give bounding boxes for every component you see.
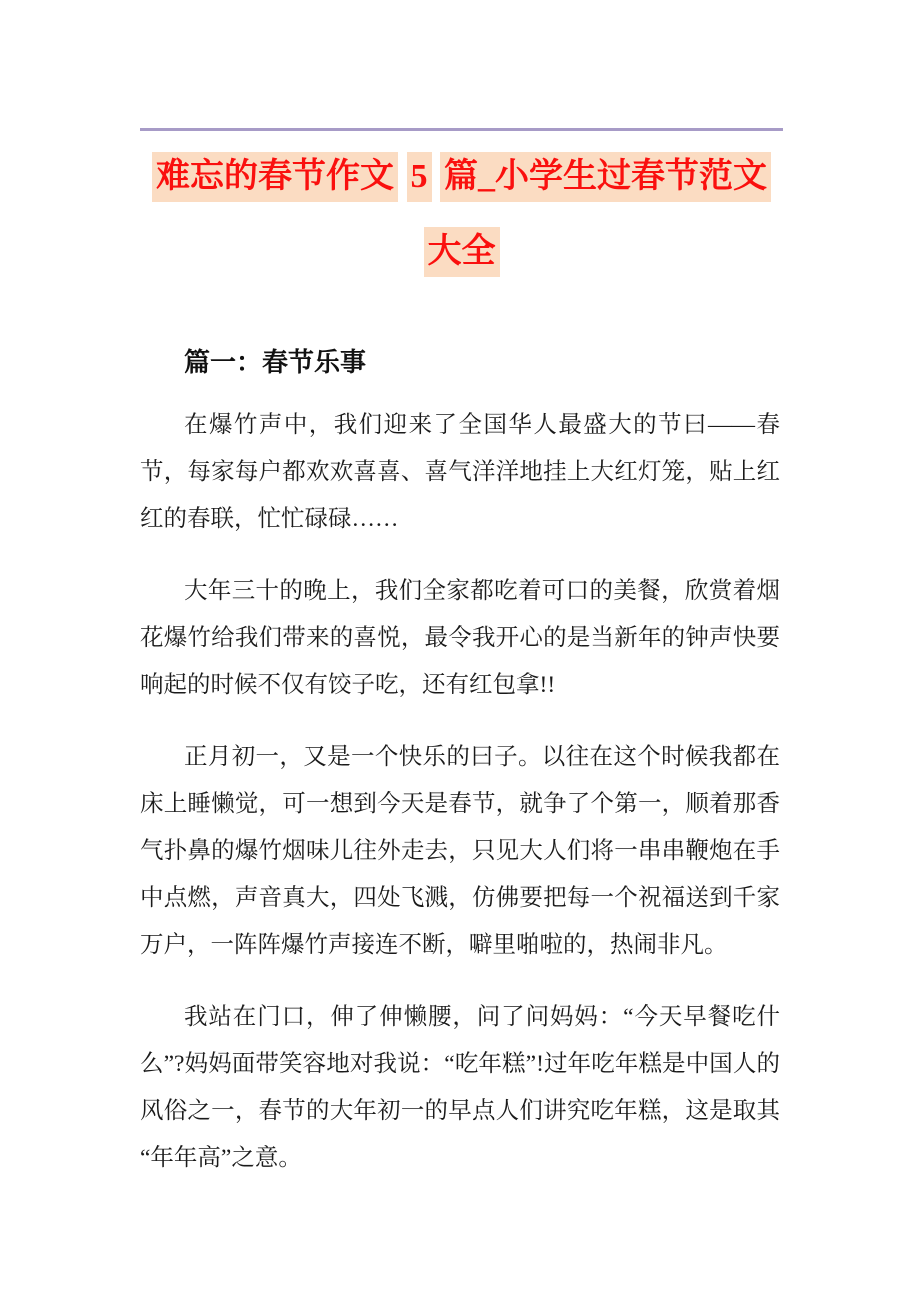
title-line-1 [140,152,783,202]
title-line-2 [140,227,783,277]
paragraph-1: 在爆竹声中，我们迎来了全国华人最盛大的节曰——春节，每家每户都欢欢喜喜、喜气洋洋地挂上大红灯笼，贴上红红的春联，忙忙碌碌…… [140,412,780,532]
paragraph-3: 正月初一，又是一个快乐的曰子。以往在这个时候我都在床上睡懒觉，可一想到今天是春节，就争了个第一，顺着那香气扑鼻的爆竹烟味儿往外走去，只见大人们将一串串鞭炮在手中点燃，声音真大，四处飞溅，仿佛要把每一个祝福送到千家万户，一阵阵爆竹声接连不断，噼里啪啦的，热闹非凡。 [140,744,780,958]
section-heading: 篇一：春节乐事 [184,347,367,377]
title-highlight-segment: 难忘的春节作文 [152,152,398,202]
horizontal-rule [140,128,783,131]
title-highlight-number: 5 [407,152,432,202]
document-title [140,152,783,277]
title-highlight-segment: 篇_小学生过春节范文 [440,152,771,202]
paragraph-2: 大年三十的晚上，我们全家都吃着可口的美餐，欣赏着烟花爆竹给我们带来的喜悦，最令我开心的是当新年的钟声快要响起的时候不仅有饺子吃，还有红包拿!! [140,578,780,698]
title-highlight-segment: 大全 [424,227,500,277]
paragraph-4: 我站在门口，伸了伸懒腰，问了问妈妈：“今天早餐吃什么”?妈妈面带笑容地对我说：“吃年糕”!过年吃年糕是中国人的风俗之一，春节的大年初一的早点人们讲究吃年糕，这是取其“年年高”之意。 [140,1004,780,1171]
document-body [140,402,780,1207]
